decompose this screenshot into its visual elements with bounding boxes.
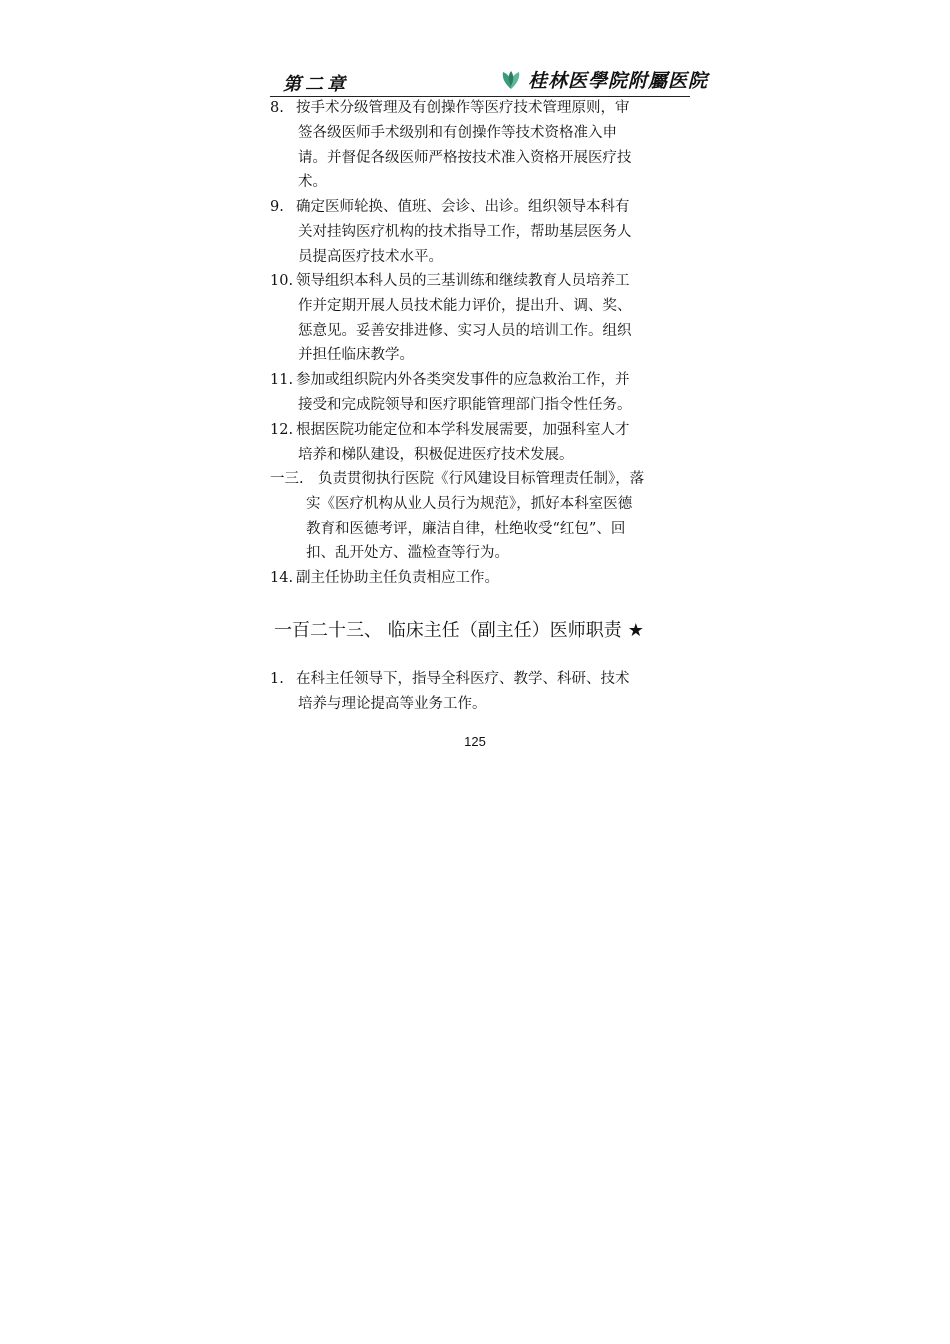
item-text-line: 签各级医师手术级别和有创操作等技术资格准入申 bbox=[298, 124, 617, 141]
section-title: 一百二十三、 临床主任（副主任）医师职责 bbox=[274, 620, 622, 641]
list-item bbox=[270, 418, 690, 468]
item-number: 9. bbox=[270, 199, 284, 215]
item-text-line: 副主任协助主任负责相应工作。 bbox=[296, 570, 499, 586]
item-number: 一三. bbox=[270, 471, 304, 487]
hospital-header bbox=[500, 66, 708, 93]
section-heading bbox=[274, 616, 644, 642]
item-text-line: 惩意见。妥善安排进修、实习人员的培训工作。组织 bbox=[298, 322, 632, 339]
item-number: 12. bbox=[270, 422, 294, 438]
item-text-line: 接受和完成院领导和医疗职能管理部门指令性任务。 bbox=[298, 396, 632, 413]
item-text-line: 并担任临床教学。 bbox=[298, 347, 414, 364]
item-text-line: 作并定期开展人员技术能力评价，提出升、调、奖、 bbox=[298, 297, 632, 314]
list-item bbox=[270, 566, 690, 591]
item-text-line: 术。 bbox=[298, 174, 327, 191]
item-text-line: 实《医疗机构从业人员行为规范》，抓好本科室医德 bbox=[306, 495, 633, 512]
list-item bbox=[270, 368, 690, 418]
item-text-line: 领导组织本科人员的三基训练和继续教育人员培养工 bbox=[296, 273, 630, 289]
page-number: 125 bbox=[464, 734, 486, 749]
item-text-line: 负责贯彻执行医院《行风建设目标管理责任制》，落 bbox=[318, 471, 645, 487]
list-item bbox=[270, 467, 690, 566]
item-number: 11. bbox=[270, 372, 294, 388]
item-text-line: 根据医院功能定位和本学科发展需要，加强科室人才 bbox=[296, 422, 630, 438]
item-number: 1. bbox=[270, 671, 284, 687]
list-item bbox=[270, 195, 690, 269]
item-text-line: 员提高医疗技术水平。 bbox=[298, 248, 443, 265]
item-number: 10. bbox=[270, 273, 294, 289]
item-text-line: 扣、乱开处方、滥检查等行为。 bbox=[306, 545, 509, 562]
item-text-line: 确定医师轮换、值班、会诊、出诊。组织领导本科有 bbox=[296, 199, 630, 215]
list-item bbox=[270, 96, 690, 195]
leaf-emblem-icon bbox=[500, 69, 522, 91]
hospital-name: 桂林医學院附屬医院 bbox=[528, 70, 709, 92]
item-number: 14. bbox=[270, 570, 294, 586]
item-number: 8. bbox=[270, 100, 284, 116]
star-icon: ★ bbox=[627, 620, 644, 641]
item-text-line: 参加或组织院内外各类突发事件的应急救治工作，并 bbox=[296, 372, 630, 388]
list-item bbox=[270, 269, 690, 368]
item-text-line: 培养与理论提高等业务工作。 bbox=[298, 695, 487, 712]
item-text-line: 按手术分级管理及有创操作等医疗技术管理原则，审 bbox=[296, 100, 630, 116]
item-text-line: 在科主任领导下，指导全科医疗、教学、科研、技术 bbox=[296, 671, 630, 687]
item-text-line: 教育和医德考评，廉洁自律，杜绝收受“红包”、回 bbox=[306, 520, 626, 537]
item-text-line: 关对挂钩医疗机构的技术指导工作，帮助基层医务人 bbox=[298, 223, 632, 240]
item-text-line: 培养和梯队建设，积极促进医疗技术发展。 bbox=[298, 446, 574, 463]
chapter-label: 第二章 bbox=[283, 74, 349, 95]
list-item bbox=[270, 667, 690, 717]
item-text-line: 请。并督促各级医师严格按技术准入资格开展医疗技 bbox=[298, 149, 632, 166]
